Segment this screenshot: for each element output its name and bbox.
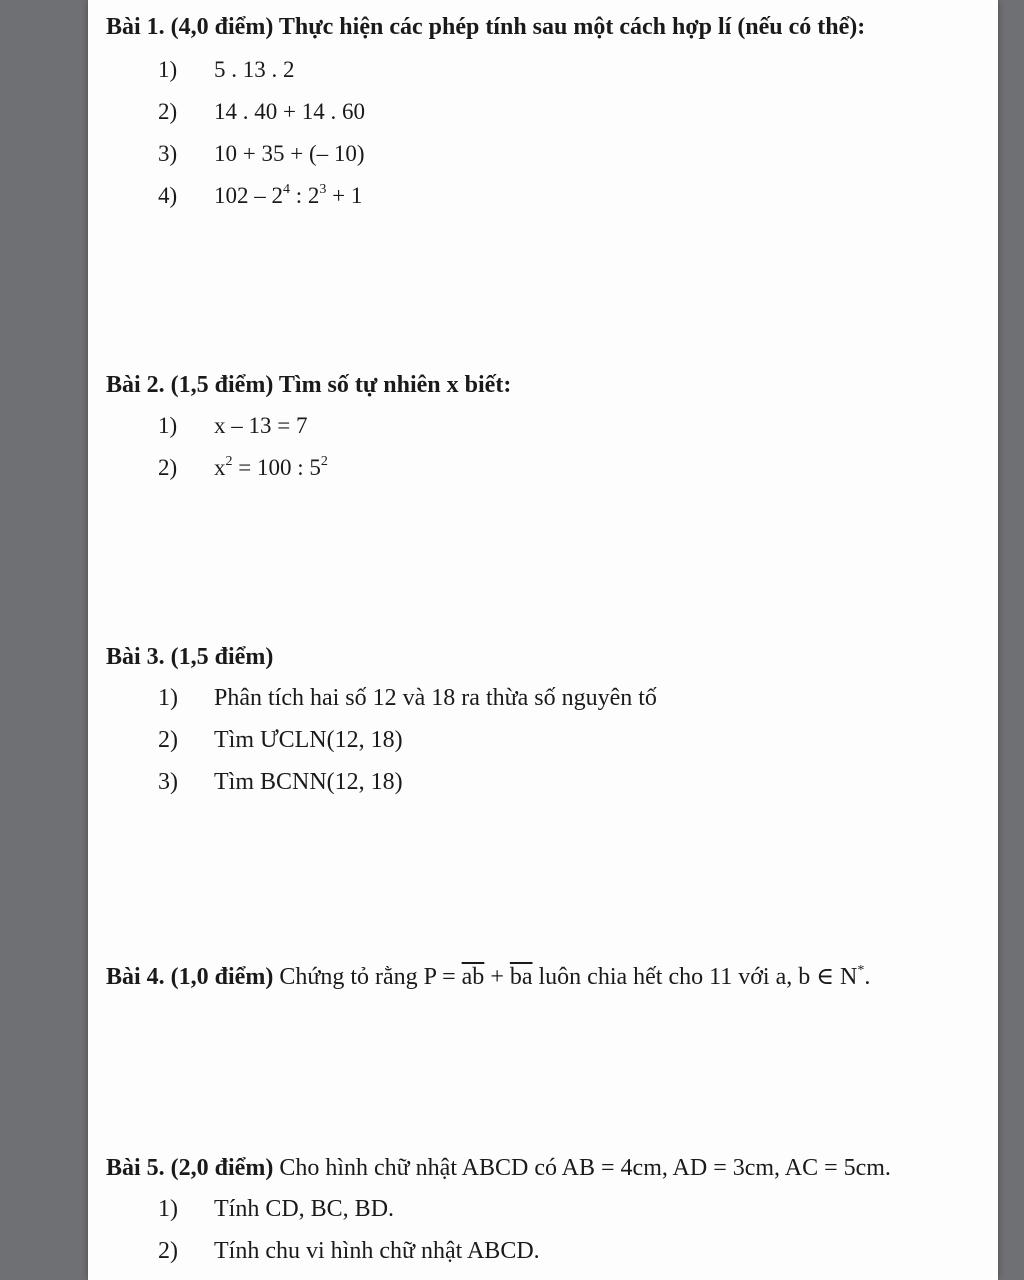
bai5-item-2 (158, 1238, 540, 1265)
bai4-formula-p: P = (423, 964, 462, 990)
exponent: 4 (283, 182, 290, 197)
item-expression: 102 – 2 (214, 183, 283, 208)
bai4-text: luôn chia hết cho 11 với a, b ∈ N (532, 964, 858, 990)
item-number: 3) (158, 769, 178, 795)
item-expression: x (214, 455, 226, 480)
item-text: Tính CD, BC, BD. (214, 1196, 395, 1222)
exponent: 2 (320, 454, 328, 469)
item-text: Tìm ƯCLN(12, 18) (214, 727, 403, 753)
bai4-heading (106, 962, 870, 991)
item-number: 1) (158, 685, 178, 711)
bai4-text: Chứng tỏ rằng (273, 964, 424, 990)
bai2-item-2 (158, 455, 328, 481)
item-number: 1) (158, 1196, 178, 1222)
bai4-star: * (857, 963, 865, 978)
document-page (88, 0, 998, 1280)
bai5-text: Cho hình chữ nhật ABCD có AB = 4cm, AD = 3cm, AC = 5cm. (273, 1155, 891, 1181)
bai1-item-4 (158, 183, 362, 209)
item-expression: 14 . 40 + 14 . 60 (214, 99, 365, 124)
item-number: 2) (158, 727, 178, 753)
exponent: 2 (225, 454, 233, 469)
item-expression: : 2 (290, 183, 320, 208)
item-number: 1) (158, 57, 178, 82)
bai1-heading (106, 14, 865, 41)
item-number: 3) (158, 141, 178, 166)
bai2-title: Bài 2. (1,5 điểm) Tìm số tự nhiên x biết: (106, 372, 512, 398)
item-expression: + 1 (326, 183, 363, 208)
bai5-label: Bài 5. (2,0 điểm) (106, 1155, 274, 1181)
bai1-title: Bài 1. (4,0 điểm) Thực hiện các phép tính sau một cách hợp lí (nếu có thể): (106, 14, 866, 40)
bai3-title: Bài 3. (1,5 điểm) (106, 644, 274, 670)
bai3-item-1 (158, 685, 657, 712)
bai2-heading (106, 372, 511, 399)
bai1-item-3 (158, 141, 365, 167)
item-text: Phân tích hai số 12 và 18 ra thừa số nguyên tố (214, 685, 657, 711)
item-expression: 5 . 13 . 2 (214, 57, 295, 82)
item-expression: 10 + 35 + (– 10) (214, 141, 365, 166)
item-expression: x – 13 = 7 (214, 413, 308, 438)
exponent: 3 (319, 182, 327, 197)
bai3-item-3 (158, 769, 403, 796)
bai3-heading (106, 644, 273, 671)
bai4-period: . (864, 964, 871, 990)
bai1-item-2 (158, 99, 365, 125)
item-number: 2) (158, 1238, 178, 1264)
bai4-label: Bài 4. (1,0 điểm) (106, 964, 274, 990)
item-number: 2) (158, 99, 178, 124)
item-number: 4) (158, 183, 178, 208)
bai1-item-1 (158, 57, 295, 83)
item-expression: = 100 : 5 (232, 455, 321, 480)
item-text: Tính chu vi hình chữ nhật ABCD. (214, 1238, 540, 1264)
bai4-overline-ba: $\overline{ba}$ (509, 964, 533, 990)
bai4-overline-ab: $\overline{ab}$ (461, 964, 485, 990)
bai5-item-1 (158, 1196, 394, 1223)
bai2-item-1 (158, 413, 307, 439)
item-number: 2) (158, 455, 178, 480)
item-number: 1) (158, 413, 178, 438)
bai5-heading (106, 1155, 891, 1182)
bai3-item-2 (158, 727, 403, 754)
item-text: Tìm BCNN(12, 18) (214, 769, 403, 795)
bai4-plus: + (484, 964, 510, 990)
